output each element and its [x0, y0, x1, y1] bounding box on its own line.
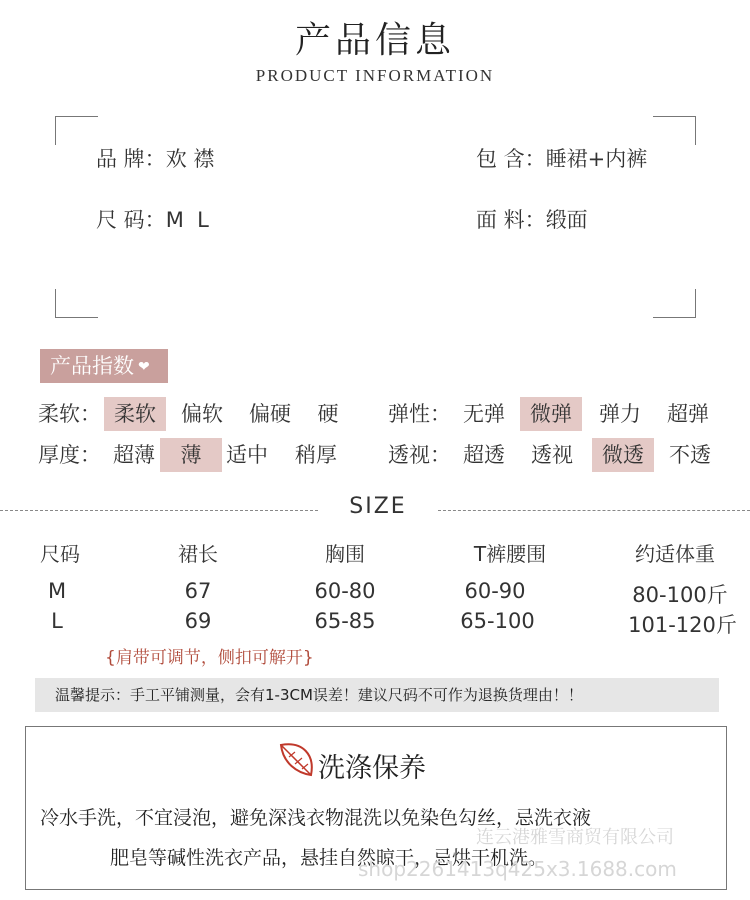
index-option: 稍厚	[295, 443, 337, 467]
index-row-label: 透视：	[388, 443, 451, 467]
table-cell: L	[51, 609, 63, 633]
fabric-field	[476, 204, 588, 234]
care-title: 洗涤保养	[318, 753, 426, 784]
table-cell: 65-100	[460, 609, 535, 633]
size-divider-left	[0, 510, 318, 511]
index-option: 超透	[463, 443, 505, 467]
size-title: SIZE	[349, 494, 407, 519]
size-field	[96, 204, 209, 234]
size-value: M L	[165, 208, 209, 232]
index-option: 适中	[226, 443, 268, 467]
table-cell: 69	[184, 609, 212, 633]
size-divider-right	[438, 510, 750, 511]
table-header-weight: 约适体重	[635, 542, 715, 566]
product-index-badge-label: 产品指数	[50, 354, 134, 378]
frame-corner-bottom-left	[55, 289, 98, 318]
table-cell: 60-90	[464, 579, 526, 603]
index-row-label: 厚度：	[38, 443, 101, 467]
index-option: 无弹	[463, 402, 505, 426]
index-row-label: 柔软：	[38, 402, 101, 426]
index-row-transparency	[388, 438, 728, 472]
frame-corner-top-right	[653, 116, 696, 145]
table-header-size: 尺码	[40, 542, 80, 566]
contains-value: 睡裙+内裤	[545, 147, 648, 171]
frame-corner-top-left	[55, 116, 98, 145]
index-option: 微透	[592, 438, 654, 472]
index-option: 超薄	[113, 443, 155, 467]
index-row-softness	[38, 397, 368, 431]
product-index-badge	[40, 349, 168, 383]
index-option: 薄	[160, 438, 222, 472]
brand-field	[96, 143, 214, 173]
index-option: 偏软	[181, 402, 223, 426]
brand-value: 欢 襟	[165, 147, 215, 171]
contains-field	[476, 143, 647, 173]
table-header-waist: T裤腰围	[473, 542, 547, 566]
table-header-bust: 胸围	[325, 542, 365, 566]
table-cell: 67	[184, 579, 212, 603]
brand-label: 品 牌：	[96, 147, 166, 171]
measurement-tip: 温馨提示：手工平铺测量，会有1-3CM误差！建议尺码不可作为退换货理由！！	[35, 678, 719, 712]
care-text-line-1: 冷水手洗，不宜浸泡，避免深浅衣物混洗以免染色勾丝，忌洗衣液	[40, 807, 592, 829]
table-cell: 80-100斤	[632, 583, 728, 607]
size-label: 尺 码：	[96, 208, 166, 232]
page-title: 产品信息	[294, 20, 455, 61]
index-row-elasticity	[388, 397, 728, 431]
fabric-value: 缎面	[545, 208, 588, 232]
page-subtitle: PRODUCT INFORMATION	[255, 66, 495, 85]
index-option: 硬	[317, 402, 339, 426]
care-text-line-2: 肥皂等碱性洗衣产品，悬挂自然晾干，忌烘干机洗。	[110, 847, 548, 869]
strap-note: {肩带可调节，侧扣可解开}	[105, 648, 314, 668]
table-cell: 101-120斤	[628, 613, 737, 637]
frame-corner-bottom-right	[653, 289, 696, 318]
table-cell: 65-85	[314, 609, 376, 633]
index-option: 弹力	[599, 402, 641, 426]
watermark-company: 连云港雅雪商贸有限公司	[476, 827, 674, 848]
table-cell: 60-80	[314, 579, 376, 603]
watermark-shop: shop2261413q425x3.1688.com	[358, 857, 677, 881]
index-option: 不透	[669, 443, 711, 467]
index-option: 柔软	[104, 397, 166, 431]
index-option: 偏硬	[249, 402, 291, 426]
index-option: 透视	[531, 443, 573, 467]
table-cell: M	[47, 579, 67, 603]
table-header-length: 裙长	[178, 542, 218, 566]
index-option: 微弹	[520, 397, 582, 431]
fabric-label: 面 料：	[476, 208, 546, 232]
index-row-label: 弹性：	[388, 402, 451, 426]
heart-icon: ❤	[138, 359, 150, 375]
leaf-icon	[275, 737, 319, 781]
index-option: 超弹	[667, 402, 709, 426]
index-row-thickness	[38, 438, 368, 472]
contains-label: 包 含：	[476, 147, 546, 171]
